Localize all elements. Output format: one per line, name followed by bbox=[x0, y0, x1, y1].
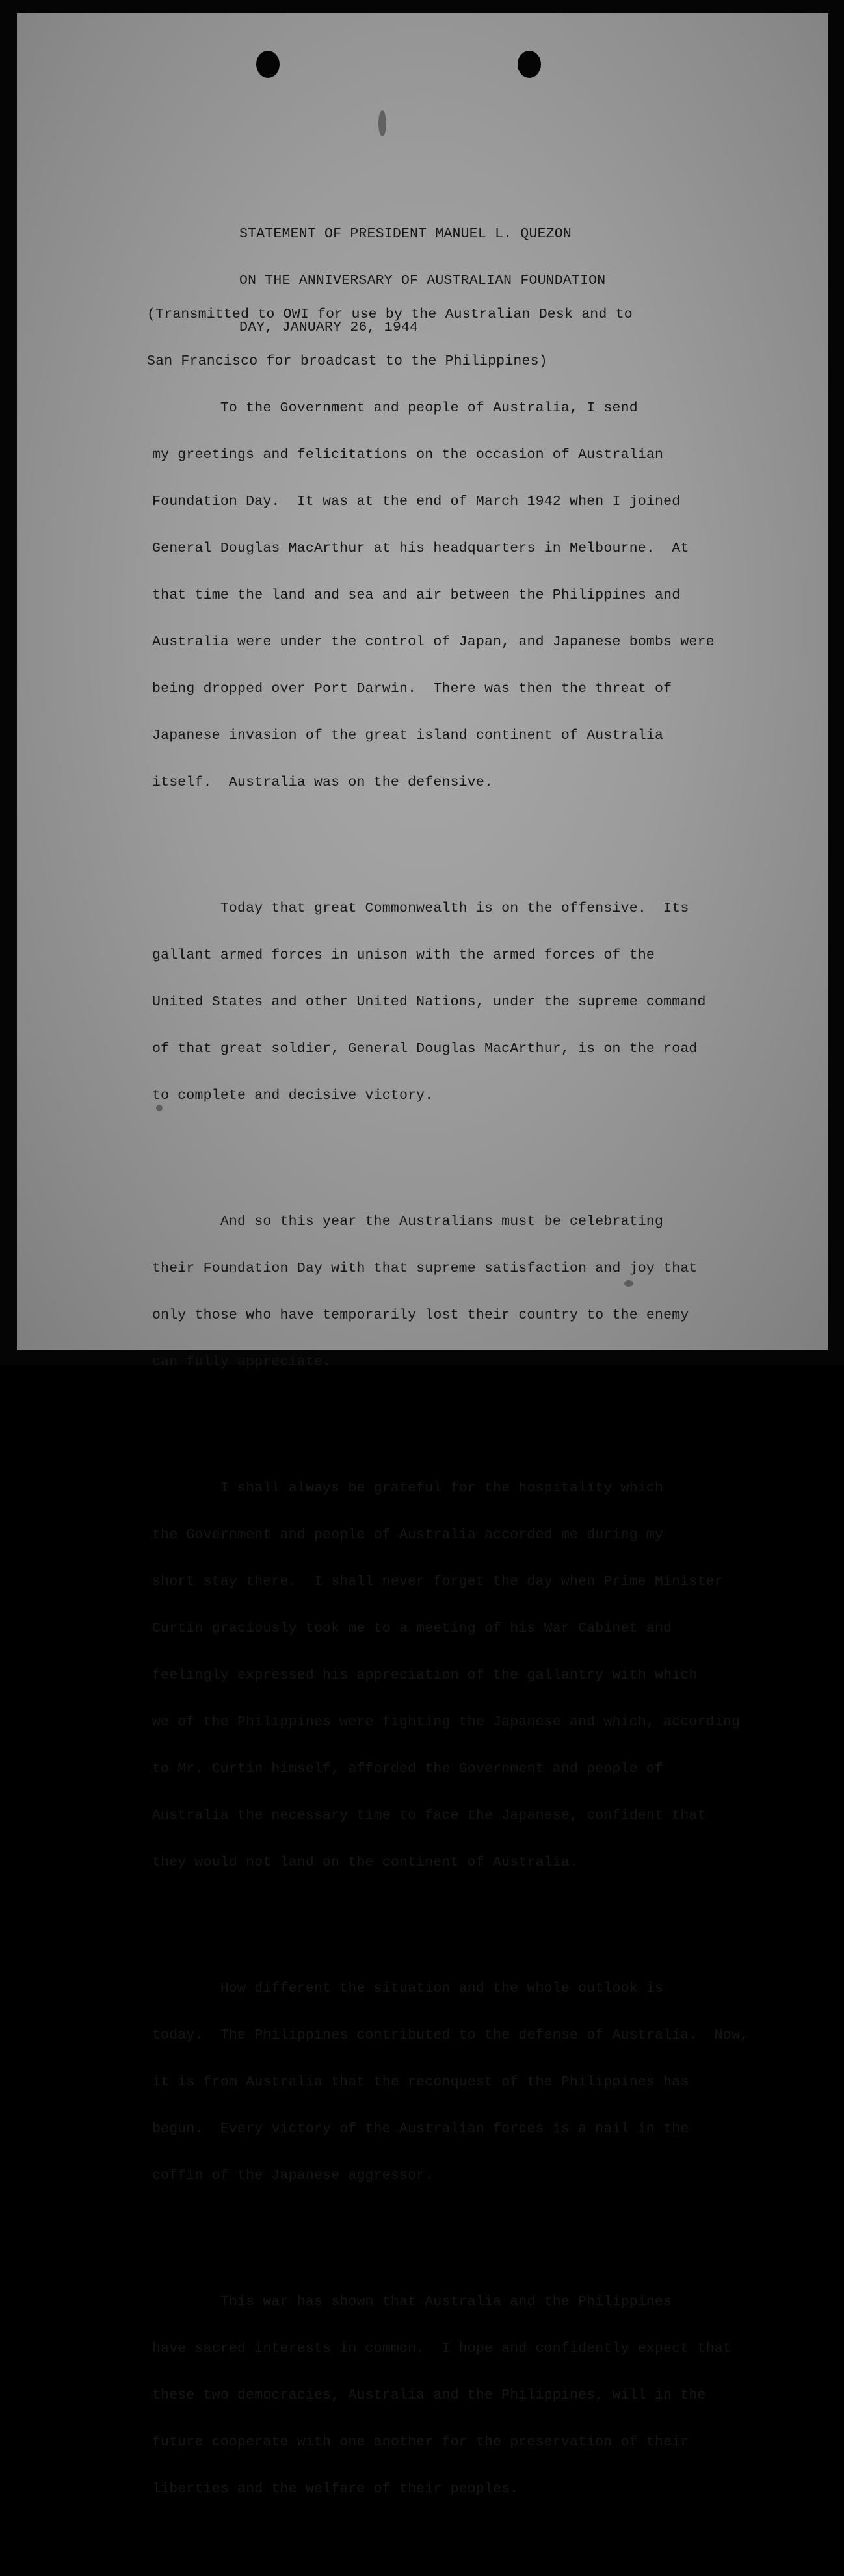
body-line: future cooperate with one another for the preservation of their bbox=[152, 2434, 689, 2450]
body-line: Australia were under the control of Japan, and Japanese bombs were bbox=[152, 634, 715, 650]
body-line: that time the land and sea and air between the Philippines and bbox=[152, 587, 681, 603]
body-line: United States and other United Nations, under the supreme command bbox=[152, 994, 706, 1010]
note-line: San Francisco for broadcast to the Philippines) bbox=[147, 354, 547, 369]
body-line: gallant armed forces in unison with the armed forces of the bbox=[152, 947, 655, 963]
body-line: it is from Australia that the reconquest of the Philippines has bbox=[152, 2074, 689, 2090]
body-line: being dropped over Port Darwin. There was then the threat of bbox=[152, 681, 672, 697]
body-line: we of the Philippines were fighting the Japanese and which, according bbox=[152, 1714, 741, 1730]
body-line: short stay there. I shall never forget the day when Prime Minister bbox=[152, 1574, 723, 1590]
body-line: my greetings and felicitations on the occasion of Australian bbox=[152, 447, 664, 463]
body-line: And so this year the Australians must be celebrating bbox=[152, 1214, 664, 1230]
body-line: liberties and the welfare of their peoples. bbox=[152, 2481, 519, 2497]
punch-hole-right bbox=[518, 51, 541, 78]
ink-smudge bbox=[378, 110, 386, 136]
body-line: these two democracies, Australia and the Philippines, will in the bbox=[152, 2388, 706, 2403]
body-line: feelingly expressed his appreciation of the gallantry with which bbox=[152, 1668, 698, 1683]
body-line: to Mr. Curtin himself, afforded the Government and people of bbox=[152, 1761, 664, 1777]
note-line: (Transmitted to OWI for use by the Australian Desk and to bbox=[147, 307, 633, 322]
body-line: General Douglas MacArthur at his headquarters in Melbourne. At bbox=[152, 541, 689, 556]
body-line: Foundation Day. It was at the end of March 1942 when I joined bbox=[152, 494, 681, 509]
body-line: can fully appreciate. bbox=[152, 1354, 332, 1370]
body-line: today. The Philippines contributed to the defense of Australia. Now, bbox=[152, 2028, 749, 2043]
body-line: they would not land on the continent of Australia. bbox=[152, 1855, 579, 1870]
body-line: Japanese invasion of the great island continent of Australia bbox=[152, 728, 664, 743]
title-line: DAY, JANUARY 26, 1944 bbox=[239, 320, 419, 335]
paragraph-1 bbox=[152, 369, 748, 821]
body-line: I shall always be grateful for the hospitality which bbox=[152, 1480, 664, 1496]
statement-body bbox=[152, 338, 748, 2576]
body-line: Curtin graciously took me to a meeting of his War Cabinet and bbox=[152, 1621, 672, 1636]
body-line: itself. Australia was on the defensive. bbox=[152, 775, 494, 790]
body-line: This war has shown that Australia and the Philippines bbox=[152, 2294, 672, 2310]
body-line: have sacred interests in common. I hope and confidently expect that bbox=[152, 2341, 732, 2356]
body-line: Today that great Commonwealth is on the offensive. Its bbox=[152, 901, 689, 916]
body-line: To the Government and people of Australia, I send bbox=[152, 400, 638, 416]
title-line: ON THE ANNIVERSARY OF AUSTRALIAN FOUNDATION bbox=[239, 273, 606, 289]
body-line: of that great soldier, General Douglas MacArthur, is on the road bbox=[152, 1041, 698, 1057]
body-line: Australia the necessary time to face the Japanese, confident that bbox=[152, 1808, 706, 1823]
body-line: only those who have temporarily lost their country to the enemy bbox=[152, 1307, 689, 1323]
body-line: their Foundation Day with that supreme satisfaction and joy that bbox=[152, 1261, 698, 1276]
typewritten-page bbox=[17, 13, 828, 2497]
paragraph-3 bbox=[152, 1183, 748, 1401]
paragraph-5 bbox=[152, 1950, 748, 2215]
body-line: to complete and decisive victory. bbox=[152, 1088, 434, 1103]
title-line: STATEMENT OF PRESIDENT MANUEL L. QUEZON bbox=[239, 226, 572, 242]
paragraph-2 bbox=[152, 869, 748, 1135]
body-line: begun. Every victory of the Australian forces is a nail in the bbox=[152, 2121, 689, 2137]
punch-hole-left bbox=[256, 51, 280, 78]
paragraph-6 bbox=[152, 2263, 748, 2528]
paragraph-4 bbox=[152, 1449, 748, 1901]
body-line: How different the situation and the whole outlook is bbox=[152, 1981, 664, 1996]
body-line: the Government and people of Australia accorded me during my bbox=[152, 1527, 664, 1543]
body-line: coffin of the Japanese aggressor. bbox=[152, 2168, 434, 2183]
